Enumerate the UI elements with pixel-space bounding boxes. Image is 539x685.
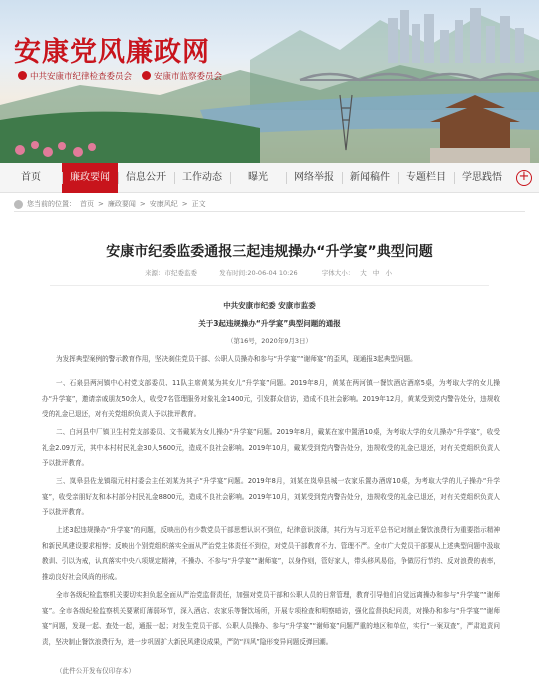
nav-item-news[interactable]: 廉政要闻 — [62, 163, 118, 193]
divider — [14, 211, 525, 212]
breadcrumb — [14, 199, 206, 209]
article-meta — [0, 268, 539, 277]
notice-issue-number: （第16号，2020年9月3日） — [226, 337, 313, 345]
article-paragraph: 三、岚皋县佐龙镇瑞元村村委会主任刘某为其子“升学宴”问题。2019年8月，刘某在岚皋县城一农家乐置办酒席10桌，为考取大学的儿子操办“升学宴”，收受亲朋好友和本村部分村民礼金8800元，造成不良社会影响。2019年10月，刘某受到党内警告处分，违规收受的礼金已退还，对有关党组织负责人予以批评教育。 — [42, 477, 500, 517]
divider — [50, 285, 489, 286]
site-subtitle — [18, 70, 222, 82]
font-size-big[interactable]: 大 — [360, 269, 367, 277]
subtitle-right — [142, 70, 222, 82]
font-size-label: 字体大小： — [321, 269, 355, 277]
emblem-icon — [18, 71, 27, 80]
nav-item-exposure[interactable]: 曝光 — [230, 163, 286, 193]
article-title: 安康市纪委监委通报三起违规操办“升学宴”典型问题 — [106, 244, 433, 260]
article-paragraph: 一、石泉县两河镇中心村党支部委员、11队主席黄某为其女儿“升学宴”问题。2019年8月，黄某在两河镇一餐饮酒店酒席5桌，为考取大学的女儿操办“升学宴”，邀请亲戚朋友50余人，收受7名管理服务对象礼金1400元，引发群众信访，造成不良社会影响。2019年12月，黄某受到党内警告处分，违规收受的礼金已退还，对有关党组织负责人予以批评教育。 — [42, 379, 500, 419]
location-icon — [14, 200, 23, 209]
breadcrumb-sep: > — [181, 200, 188, 208]
nav-item-report[interactable]: 网络举报 — [286, 163, 342, 193]
nav-item-study[interactable]: 学思践悟 — [454, 163, 510, 193]
header-banner — [0, 0, 539, 163]
font-size-small[interactable]: 小 — [385, 269, 392, 277]
font-size-medium[interactable]: 中 — [372, 269, 380, 277]
breadcrumb-prefix: 您当前的位置： — [27, 200, 76, 208]
breadcrumb-current: 正文 — [191, 200, 206, 208]
article-paragraph: 上述3起违规操办“升学宴”的问题，反映出仍有少数党员干部思想认识不到位，纪律意识淡薄，其行为与习近平总书记对制止餐饮浪费行为重要指示精神和新民风建设要求相悖；反映出个别党组织落实全面从严治党主体责任不到位，对党员干部教育不力、管理不严。全市广大党员干部要从上述典型问题中汲取教训、引以为戒，认真落实中央八项规定精神，不操办、不参与“升学宴”“谢师宴”，以身作则，管好家人，带头移风易俗，争做厉行节约、反对浪费的表率，推动良好社会风尚的形成。 — [42, 526, 500, 581]
nav-item-topics[interactable]: 专题栏目 — [398, 163, 454, 193]
main-nav — [0, 163, 539, 193]
nav-item-work[interactable]: 工作动态 — [174, 163, 230, 193]
breadcrumb-sep: > — [139, 200, 146, 208]
article-paragraph: 全市各级纪检监察机关要切实担负起全面从严治党监督责任，加强对党员干部和公职人员的日常管理，教育引导他们自觉远离操办和参与“升学宴”“谢师宴”。全市各级纪检监察机关要紧盯薄弱环节，深入酒店、农家乐等餐饮场所，开展专项检查和明察暗访，强化监督执纪问责，对操办和参与“升学宴”“谢师宴”问题，发现一起、查处一起，通报一起；对发生党员干部、公职人员操办、参与“升学宴”“谢师宴”问题严重的地区和单位，实行“一案双查”，严肃追责问责，坚决制止餐饮浪费行为，进一步巩固扩大新民风建设成果，严防“四风”隐形变异问题反弹回潮。 — [42, 591, 500, 646]
breadcrumb-news[interactable]: 廉政要闻 — [107, 200, 136, 208]
issuing-organization: 中共安康市纪委 安康市监委 — [223, 301, 316, 310]
emblem-icon — [142, 71, 151, 80]
breadcrumb-sep: > — [98, 200, 104, 208]
subtitle-left-text: 中共安康市纪律检查委员会 — [30, 72, 133, 82]
site-logo-title[interactable]: 安康党风廉政网 — [14, 37, 210, 68]
notice-subtitle: 关于3起违规操办“升学宴”典型问题的通报 — [198, 319, 341, 328]
font-size-controls — [320, 269, 394, 277]
nav-more-plus-icon[interactable]: + — [516, 170, 532, 186]
subtitle-right-text: 安康市监察委员会 — [154, 72, 223, 82]
article-source: 来源：市纪委监委 — [145, 269, 198, 277]
nav-item-info[interactable]: 信息公开 — [118, 163, 174, 193]
breadcrumb-section[interactable]: 安康风纪 — [149, 200, 178, 208]
breadcrumb-home[interactable]: 首页 — [80, 200, 94, 208]
subtitle-left — [18, 70, 132, 82]
nav-item-articles[interactable]: 新闻稿件 — [342, 163, 398, 193]
article-date: 发布时间:20-06-04 10:26 — [219, 269, 298, 277]
nav-item-home[interactable]: 首页 — [21, 171, 41, 183]
article-paragraph: 二、白河县中厂镇卫生村党支部委员、文书戴某为女儿操办“升学宴”问题。2019年8月，戴某在家中置酒10桌，为考取大学的女儿操办“升学宴”，收受礼金2.09万元，其中本村村民礼金30人5600元，造成不良社会影响。2019年10月，戴某受到党内警告处分，违规收受的礼金已退还，对有关党组织负责人予以批评教育。 — [42, 428, 500, 468]
article-paragraph: 为发挥典型案例的警示教育作用，坚决刹住党员干部、公职人员操办和参与“升学宴”“谢师宴”的歪风，现通报3起典型问题。 — [56, 355, 417, 363]
article-footnote: （此件公开发布仅印存本） — [56, 667, 136, 675]
